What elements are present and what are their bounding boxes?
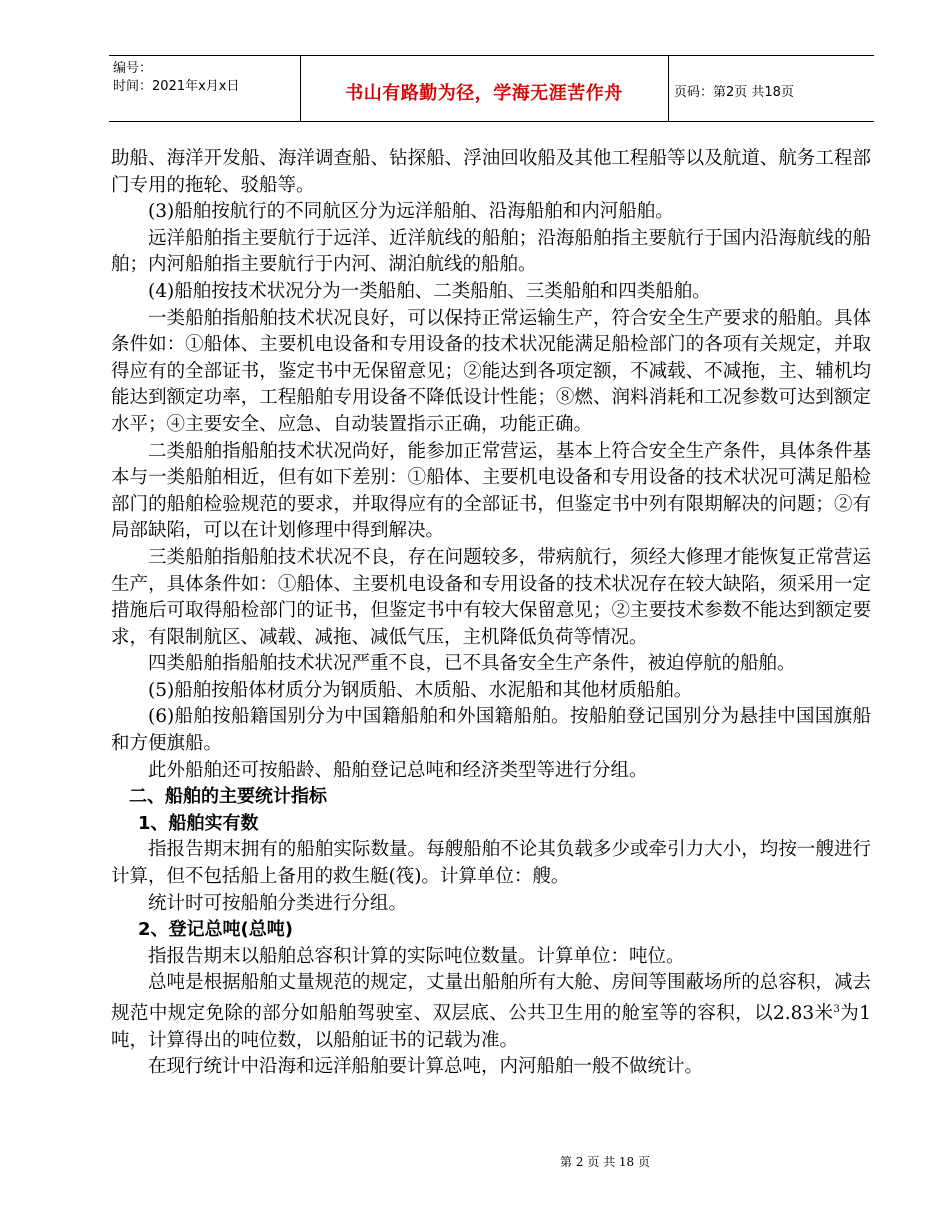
header-motto-cell bbox=[300, 56, 669, 121]
paragraph: 统计时可按船舶分类进行分组。 bbox=[148, 892, 408, 914]
header-meta-cell bbox=[109, 56, 301, 121]
paragraph: (6)船舶按船籍国别分为中国籍船舶和外国籍船舶。按船舶登记国别分为悬挂中国国旗船和方便旗船。 bbox=[111, 706, 871, 755]
paragraph: 在现行统计中沿海和远洋船舶要计算总吨，内河船舶一般不做统计。 bbox=[148, 1056, 704, 1078]
gross-ton-text-after: 为1吨，计算得出的吨位数，以船舶证书的记载为准。 bbox=[111, 1003, 871, 1051]
paragraph: 指报告期末拥有的船舶实际数量。每艘船舶不论其负载多少或牵引力大小，均按一艘进行计算，但不包括船上备用的救生艇(筏)。计算单位：艘。 bbox=[111, 839, 871, 888]
header-motto: 书山有路勤为径，学海无涯苦作舟 bbox=[345, 83, 623, 104]
paragraph: (3)船舶按航行的不同航区分为远洋船舶、沿海船舶和内河船舶。 bbox=[148, 201, 674, 223]
paragraph: 指报告期末以船舶总容积计算的实际吨位数量。计算单位：吨位。 bbox=[148, 945, 685, 967]
paragraph: 三类船舶指船舶技术状况不良，存在问题较多，带病航行，须经大修理才能恢复正常营运生产，具体条件如：①船体、主要机电设备和专用设备的技术状况存在较大缺陷，须采用一定措施后可取得船检部门的证书，但鉴定书中有较大保留意见；②主要技术参数不能达到额定要求，有限制航区、减载、减拖、减低气压，主机降低负荷等情况。 bbox=[111, 546, 871, 648]
paragraph: 此外船舶还可按船龄、船舶登记总吨和经济类型等进行分组。 bbox=[148, 759, 648, 781]
document-time-label: 时间：2021年x月x日 bbox=[113, 79, 240, 94]
paragraph: 一类船舶指船舶技术状况良好，可以保持正常运输生产，符合安全生产要求的船舶。具体条件如：①船体、主要机电设备和专用设备的技术状况能满足船检部门的各项有关规定，并取得应有的全部证书，鉴定书中无保留意见；②能达到各项定额，不减载、不减拖，主、辅机均能达到额定功率，工程船舶专用设备不降低设计性能；⑧燃、润料消耗和工况参数可达到额定水平；④主要安全、应急、自动装置指示正确，功能正确。 bbox=[111, 307, 871, 435]
cubic-superscript: 3 bbox=[833, 1004, 840, 1015]
paragraph: (5)船舶按船体材质分为钢质船、木质船、水泥船和其他材质船舶。 bbox=[148, 679, 693, 701]
subsection-heading: 1、船舶实有数 bbox=[138, 812, 259, 834]
gross-ton-text-before: 总吨是根据船舶丈量规范的规定，丈量出船舶所有大舱、房间等围蔽场所的总容积，减去规范中规定免除的部分如船舶驾驶室、双层底、公共卫生用的舱室等的容积，以2.83米 bbox=[111, 972, 871, 1025]
paragraph: 四类船舶指船舶技术状况严重不良，已不具备安全生产条件，被迫停航的船舶。 bbox=[148, 653, 796, 675]
paragraph-gross-ton bbox=[111, 970, 871, 1054]
document-body bbox=[111, 146, 871, 1081]
document-number-label: 编号： bbox=[113, 61, 153, 76]
paragraph: 远洋船舶指主要航行于远洋、近洋航线的船舶；沿海船舶指主要航行于国内沿海航线的船舶；内河船舶指主要航行于内河、湖泊航线的船舶。 bbox=[111, 227, 871, 276]
page-footer: 第 2 页 共 18 页 bbox=[560, 1155, 650, 1169]
section-heading: 二、船舶的主要统计指标 bbox=[129, 786, 327, 808]
header-page-info: 页码：第2页 共18页 bbox=[674, 85, 794, 100]
header-page-cell bbox=[668, 56, 874, 121]
page-header bbox=[109, 55, 874, 122]
paragraph: (4)船舶按技术状况分为一类船舶、二类船舶、三类船舶和四类船舶。 bbox=[148, 280, 711, 302]
paragraph: 助船、海洋开发船、海洋调查船、钻探船、浮油回收船及其他工程船等以及航道、航务工程部门专用的拖轮、驳船等。 bbox=[111, 148, 871, 196]
subsection-heading: 2、登记总吨(总吨) bbox=[138, 919, 293, 941]
paragraph: 二类船舶指船舶技术状况尚好，能参加正常营运，基本上符合安全生产条件，具体条件基本与一类船舶相近，但有如下差别：①船体、主要机电设备和专用设备的技术状况可满足船检部门的船舶检验规范的要求，并取得应有的全部证书，但鉴定书中列有限期解决的问题；②有局部缺陷，可以在计划修理中得到解决。 bbox=[111, 440, 871, 542]
